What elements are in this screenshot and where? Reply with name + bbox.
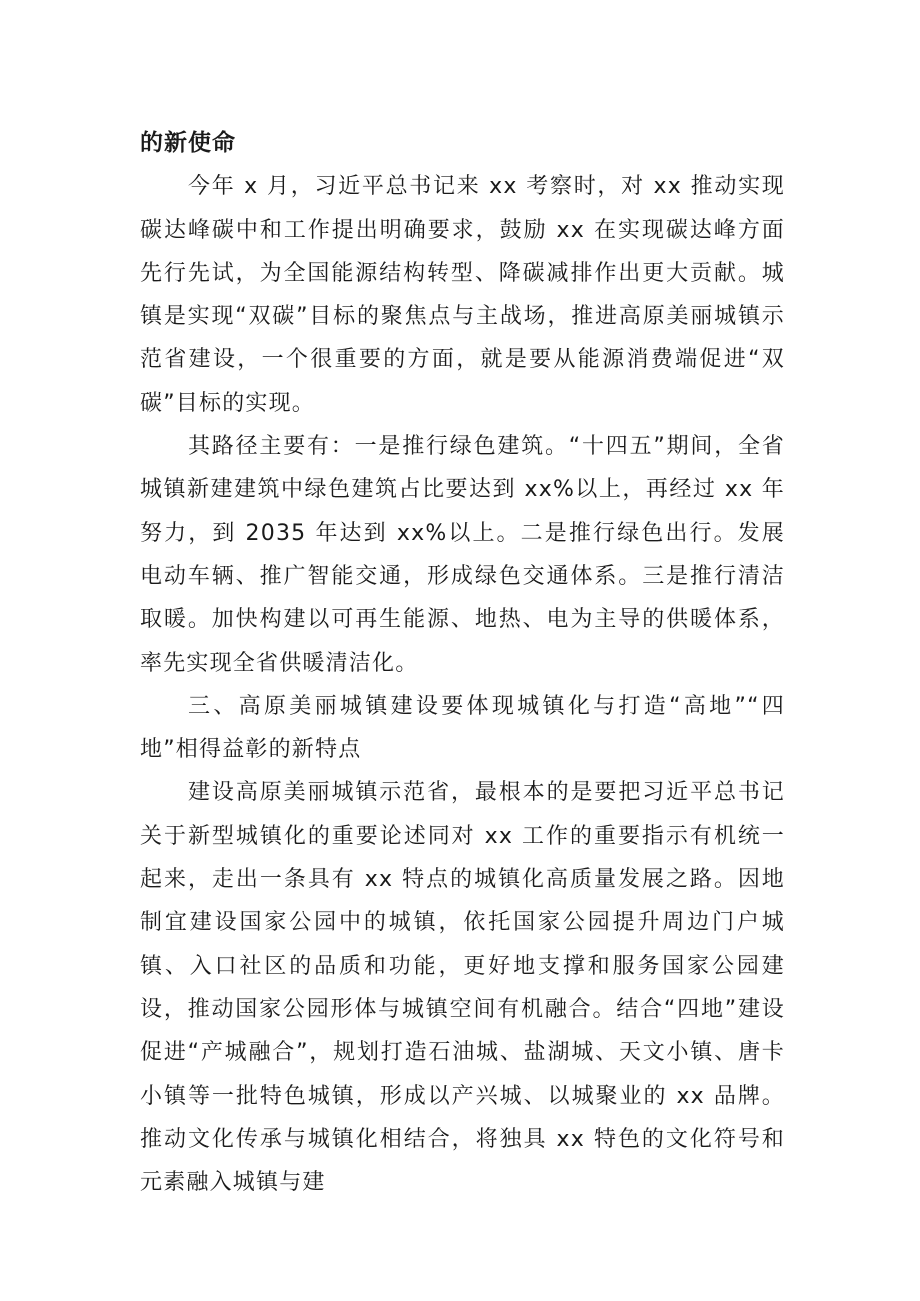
document-body: [140, 122, 785, 1204]
paragraph-urbanization: 建设高原美丽城镇示范省，最根本的是要把习近平总书记关于新型城镇化的重要论述同对 xx 工作的重要指示有机统一起来，走出一条具有 xx 特点的城镇化高质量发展之路。因地制宜建设国家公园中的城镇，依托国家公园提升周边门户城镇、入口社区的品质和功能，更好地支撑和服务国家公园建设，推动国家公园形体与城镇空间有机融合。结合“四地”建设促进“产城融合”，规划打造石油城、盐湖城、天文小镇、唐卡小镇等一批特色城镇，形成以产兴城、以城聚业的 xx 品牌。推动文化传承与城镇化相结合，将独具 xx 特色的文化符号和元素融入城镇与建: [140, 780, 785, 1196]
section-heading-three: 三、高原美丽城镇建设要体现城镇化与打造“高地”“四地”相得益彰的新特点: [140, 693, 785, 763]
paragraph-carbon-goals: 今年 x 月，习近平总书记来 xx 考察时，对 xx 推动实现碳达峰碳中和工作提出明确要求，鼓励 xx 在实现碳达峰方面先行先试，为全国能源结构转型、降碳减排作出更大贡献。城镇是实现“双碳”目标的聚焦点与主战场，推进高原美丽城镇示范省建设，一个很重要的方面，就是要从能源消费端促进“双碳”目标的实现。: [140, 174, 785, 416]
paragraph-green-paths: 其路径主要有：一是推行绿色建筑。“十四五”期间，全省城镇新建建筑中绿色建筑占比要达到 xx%以上，再经过 xx 年努力，到 2035 年达到 xx%以上。二是推行绿色出行。发展电动车辆、推广智能交通，形成绿色交通体系。三是推行清洁取暖。加快构建以可再生能源、地热、电为主导的供暖体系，率先实现全省供暖清洁化。: [140, 434, 785, 676]
heading-continuation: 的新使命: [140, 130, 236, 156]
